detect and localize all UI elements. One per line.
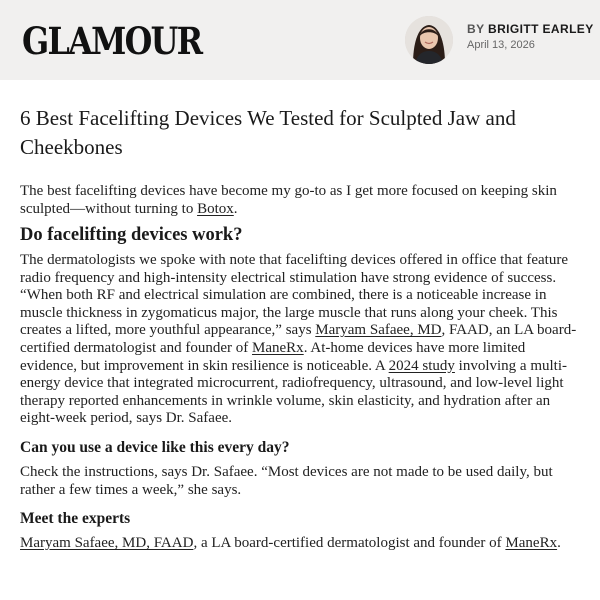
author-avatar[interactable] [405, 16, 453, 64]
byline-prefix: BY [467, 22, 485, 36]
work-text-3: . At-home devices have more limited evidence, but improvement in skin resilience is noticeable. A [20, 339, 526, 374]
section-work-paragraph [20, 252, 580, 428]
dek-text: The best facelifting devices have become my go-to as I get more focused on keeping skin sculpted—without turning to [20, 183, 557, 217]
section-heading-work: Do facelifting devices work? [20, 225, 243, 245]
dek-end: . [233, 201, 238, 217]
work-text-4: involving a multi-energy device that integrated microcurrent, radiofrequency, ultrasound, and low-level light therapy reported enhancements in wrinkle volume, skin elasticity, and hydration after an eight-week period, says Dr. Safaee. [20, 357, 567, 427]
article-body [0, 104, 600, 553]
manerx-link[interactable]: ManeRx [252, 339, 304, 356]
author-photo-icon [405, 16, 453, 64]
expert-manerx-link[interactable]: ManeRx [505, 535, 558, 552]
experts-end: . [557, 535, 561, 552]
publish-date: April 13, 2026 [467, 39, 535, 51]
botox-link[interactable]: Botox [197, 201, 234, 217]
section-heading-experts: Meet the experts [20, 510, 131, 528]
expert-safaee-link[interactable]: Maryam Safaee, MD, FAAD [20, 535, 194, 552]
section-daily-paragraph: Check the instructions, says Dr. Safaee. “Most devices are not made to be used daily, but rather a few times a week,” she says. [20, 463, 553, 498]
article-title: 6 Best Facelifting Devices We Tested for Sculpted Jaw and Cheekbones [20, 106, 516, 159]
work-text-1: The dermatologists we spoke with note that facelifting devices offered in office that feature radio frequency and high-intensity electrical stimulation have strong evidence of success. “When both RF and electrical simulation are combined, there is a noticeable increase in muscle thickness in zygomaticus major, the large muscle that runs along your cheek. This creates a lifted, more youthful appearance,” says [20, 252, 568, 339]
site-header [0, 0, 600, 80]
section-heading-daily: Can you use a device like this every day? [20, 438, 290, 456]
section-experts-paragraph [20, 535, 580, 553]
article-dek [20, 182, 580, 218]
work-text-2: , FAAD, an LA board-certified dermatologist and founder of [20, 322, 577, 356]
byline [467, 22, 594, 51]
safaee-link[interactable]: Maryam Safaee, MD [315, 322, 442, 339]
study-link[interactable]: 2024 study [388, 357, 455, 374]
author-name[interactable]: BRIGITT EARLEY [488, 22, 594, 36]
glamour-logo[interactable]: GLAMOUR [22, 19, 202, 63]
experts-text: , a LA board-certified dermatologist and founder of [193, 535, 506, 552]
